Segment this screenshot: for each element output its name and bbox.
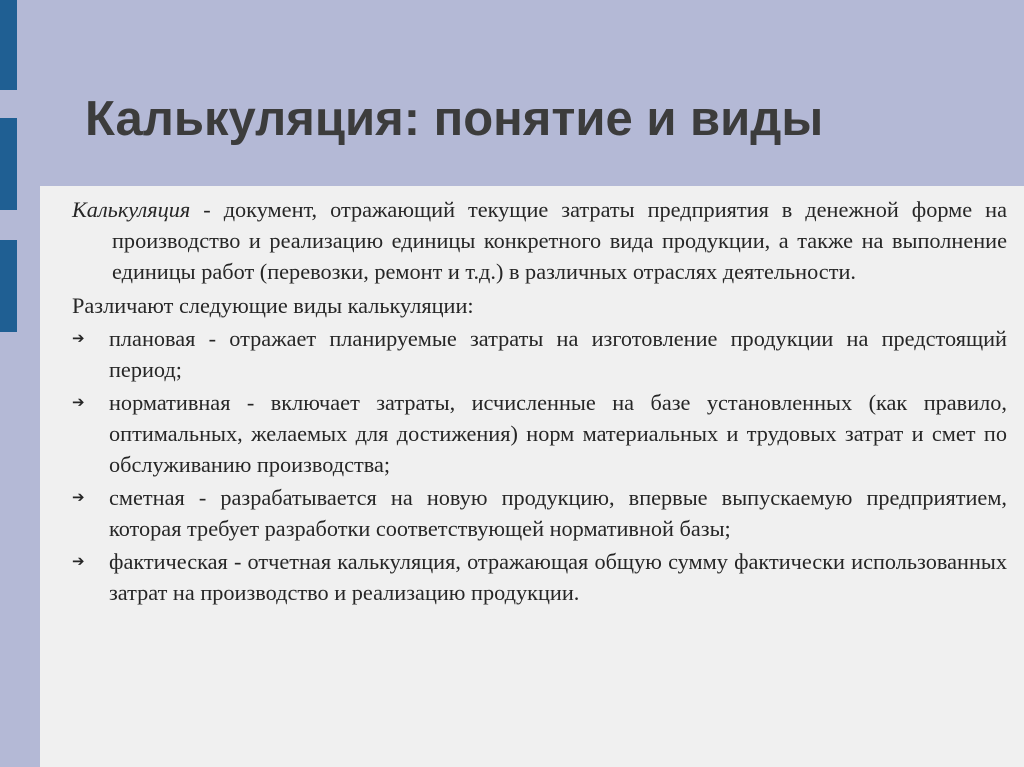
- definition-text: - документ, отражающий текущие затраты предприятия в денежной форме на производство и реализацию единицы конкретного вида продукции, а также на выполнение единицы работ (перевозки, ремонт и т.д.) в различных отраслях деятельности.: [112, 197, 1007, 284]
- definition-term: Калькуляция: [72, 197, 191, 222]
- arrow-right-icon: ➔: [72, 393, 85, 411]
- definition-paragraph: [72, 194, 1007, 287]
- list-item: [72, 387, 1007, 480]
- accent-bar-top: [0, 0, 17, 90]
- list-item: [72, 546, 1007, 608]
- types-list: [72, 323, 1007, 608]
- arrow-right-icon: ➔: [72, 488, 85, 506]
- list-item-text: сметная - разрабатывается на новую продукцию, впервые выпускаемую предприятием, которая требует разработки соответствующей нормативной базы;: [109, 485, 1007, 541]
- accent-bar-bottom: [0, 240, 17, 332]
- arrow-right-icon: ➔: [72, 552, 85, 570]
- slide-body: [72, 194, 1007, 609]
- list-item-text: плановая - отражает планируемые затраты на изготовление продукции на предстоящий период;: [109, 326, 1007, 382]
- list-item: [72, 482, 1007, 544]
- slide-title: Калькуляция: понятие и виды: [85, 92, 824, 146]
- types-intro: Различают следующие виды калькуляции:: [72, 293, 474, 318]
- list-item-text: нормативная - включает затраты, исчисленные на базе установленных (как правило, оптимальных, желаемых для достижения) норм материальных и трудовых затрат и смет по обслуживанию производства;: [109, 390, 1007, 477]
- list-item: [72, 323, 1007, 385]
- arrow-right-icon: ➔: [72, 329, 85, 347]
- accent-bars: [0, 0, 18, 767]
- accent-bar-middle: [0, 118, 17, 210]
- list-item-text: фактическая - отчетная калькуляция, отражающая общую сумму фактически использованных затрат на производство и реализацию продукции.: [109, 549, 1007, 605]
